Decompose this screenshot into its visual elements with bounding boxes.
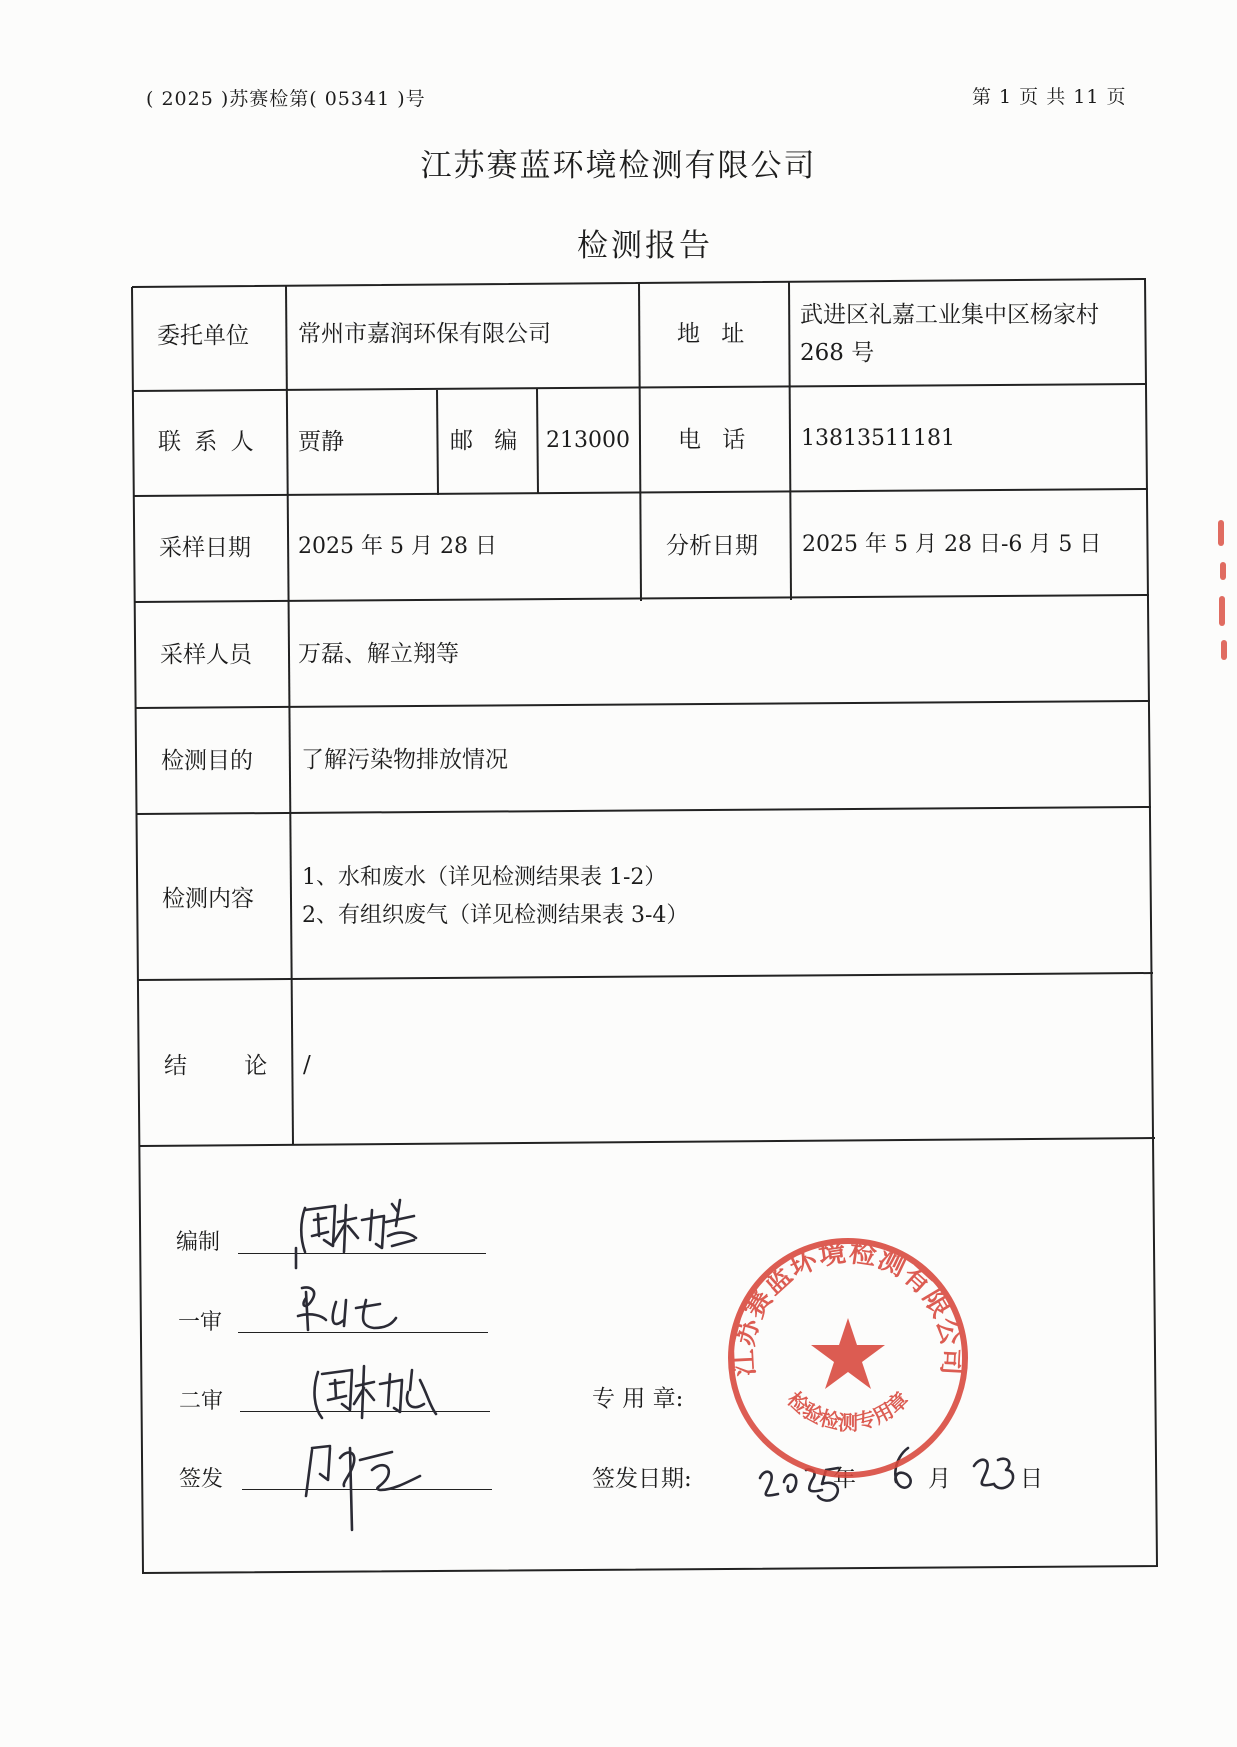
analysis-date-label: 分析日期 <box>666 533 758 559</box>
month-suffix: 月 <box>928 1466 951 1492</box>
seam-seal-fragment <box>1219 596 1225 626</box>
client-label: 委托单位 <box>157 323 249 349</box>
year-suffix: 年 <box>833 1466 856 1492</box>
seal-label: 专 用 章: <box>592 1386 684 1412</box>
phone-value: 13813511181 <box>801 426 955 451</box>
day-suffix: 日 <box>1020 1466 1043 1492</box>
prepared-label: 编制 <box>176 1230 221 1255</box>
report-title: 检测报告 <box>577 228 713 264</box>
sampler-value: 万磊、解立翔等 <box>298 641 459 667</box>
content-label: 检测内容 <box>162 886 254 912</box>
contact-label: 联 系 人 <box>158 429 254 455</box>
sample-date-label: 采样日期 <box>159 535 251 561</box>
issue-date-label: 签发日期: <box>592 1466 692 1492</box>
first-review-label: 一审 <box>178 1310 223 1335</box>
seal-inner-text: 检验检测专用章 <box>782 1387 914 1435</box>
seam-seal-fragment <box>1218 520 1224 546</box>
phone-label: 电 话 <box>678 427 746 453</box>
purpose-label: 检测目的 <box>161 748 253 774</box>
conclusion-label: 结 论 <box>164 1053 268 1079</box>
analysis-date-value: 2025 年 5 月 28 日-6 月 5 日 <box>802 532 1102 557</box>
company-name: 江苏赛蓝环境检测有限公司 <box>420 148 817 184</box>
purpose-value: 了解污染物排放情况 <box>301 747 508 773</box>
content-line-2: 2、有组织废气（详见检测结果表 3-4） <box>302 903 689 928</box>
second-review-label: 二审 <box>179 1389 224 1414</box>
svg-text:检验检测专用章 <box>783 1387 914 1434</box>
content-line-1: 1、水和废水（详见检测结果表 1-2） <box>302 865 667 890</box>
address-label: 地 址 <box>677 321 745 347</box>
seam-seal-fragment <box>1220 562 1226 580</box>
issue-label: 签发 <box>179 1467 224 1492</box>
contact-value: 贾静 <box>298 429 344 455</box>
seam-seal-fragment <box>1221 640 1227 660</box>
second-review-signature <box>315 1366 436 1418</box>
postcode-value: 213000 <box>546 428 630 453</box>
sample-date-value: 2025 年 5 月 28 日 <box>298 534 497 559</box>
issue-signature <box>306 1446 420 1530</box>
seal-star-icon <box>811 1318 885 1389</box>
client-value: 常州市嘉润环保有限公司 <box>298 321 551 347</box>
postcode-label: 邮 编 <box>450 428 518 454</box>
prepared-signature <box>296 1200 416 1268</box>
report-number: ( 2025 )苏赛检第( 05341 )号 <box>146 88 426 110</box>
page-indicator: 第 1 页 共 11 页 <box>972 86 1127 108</box>
first-review-signature <box>298 1288 396 1331</box>
address-value: 武进区礼嘉工业集中区杨家村 268 号 <box>800 302 1099 366</box>
official-seal <box>723 1233 973 1483</box>
conclusion-value: / <box>303 1052 311 1078</box>
sampler-label: 采样人员 <box>160 642 252 668</box>
seal-ring-text: 江苏赛蓝环境检测有限公司 <box>728 1237 968 1377</box>
